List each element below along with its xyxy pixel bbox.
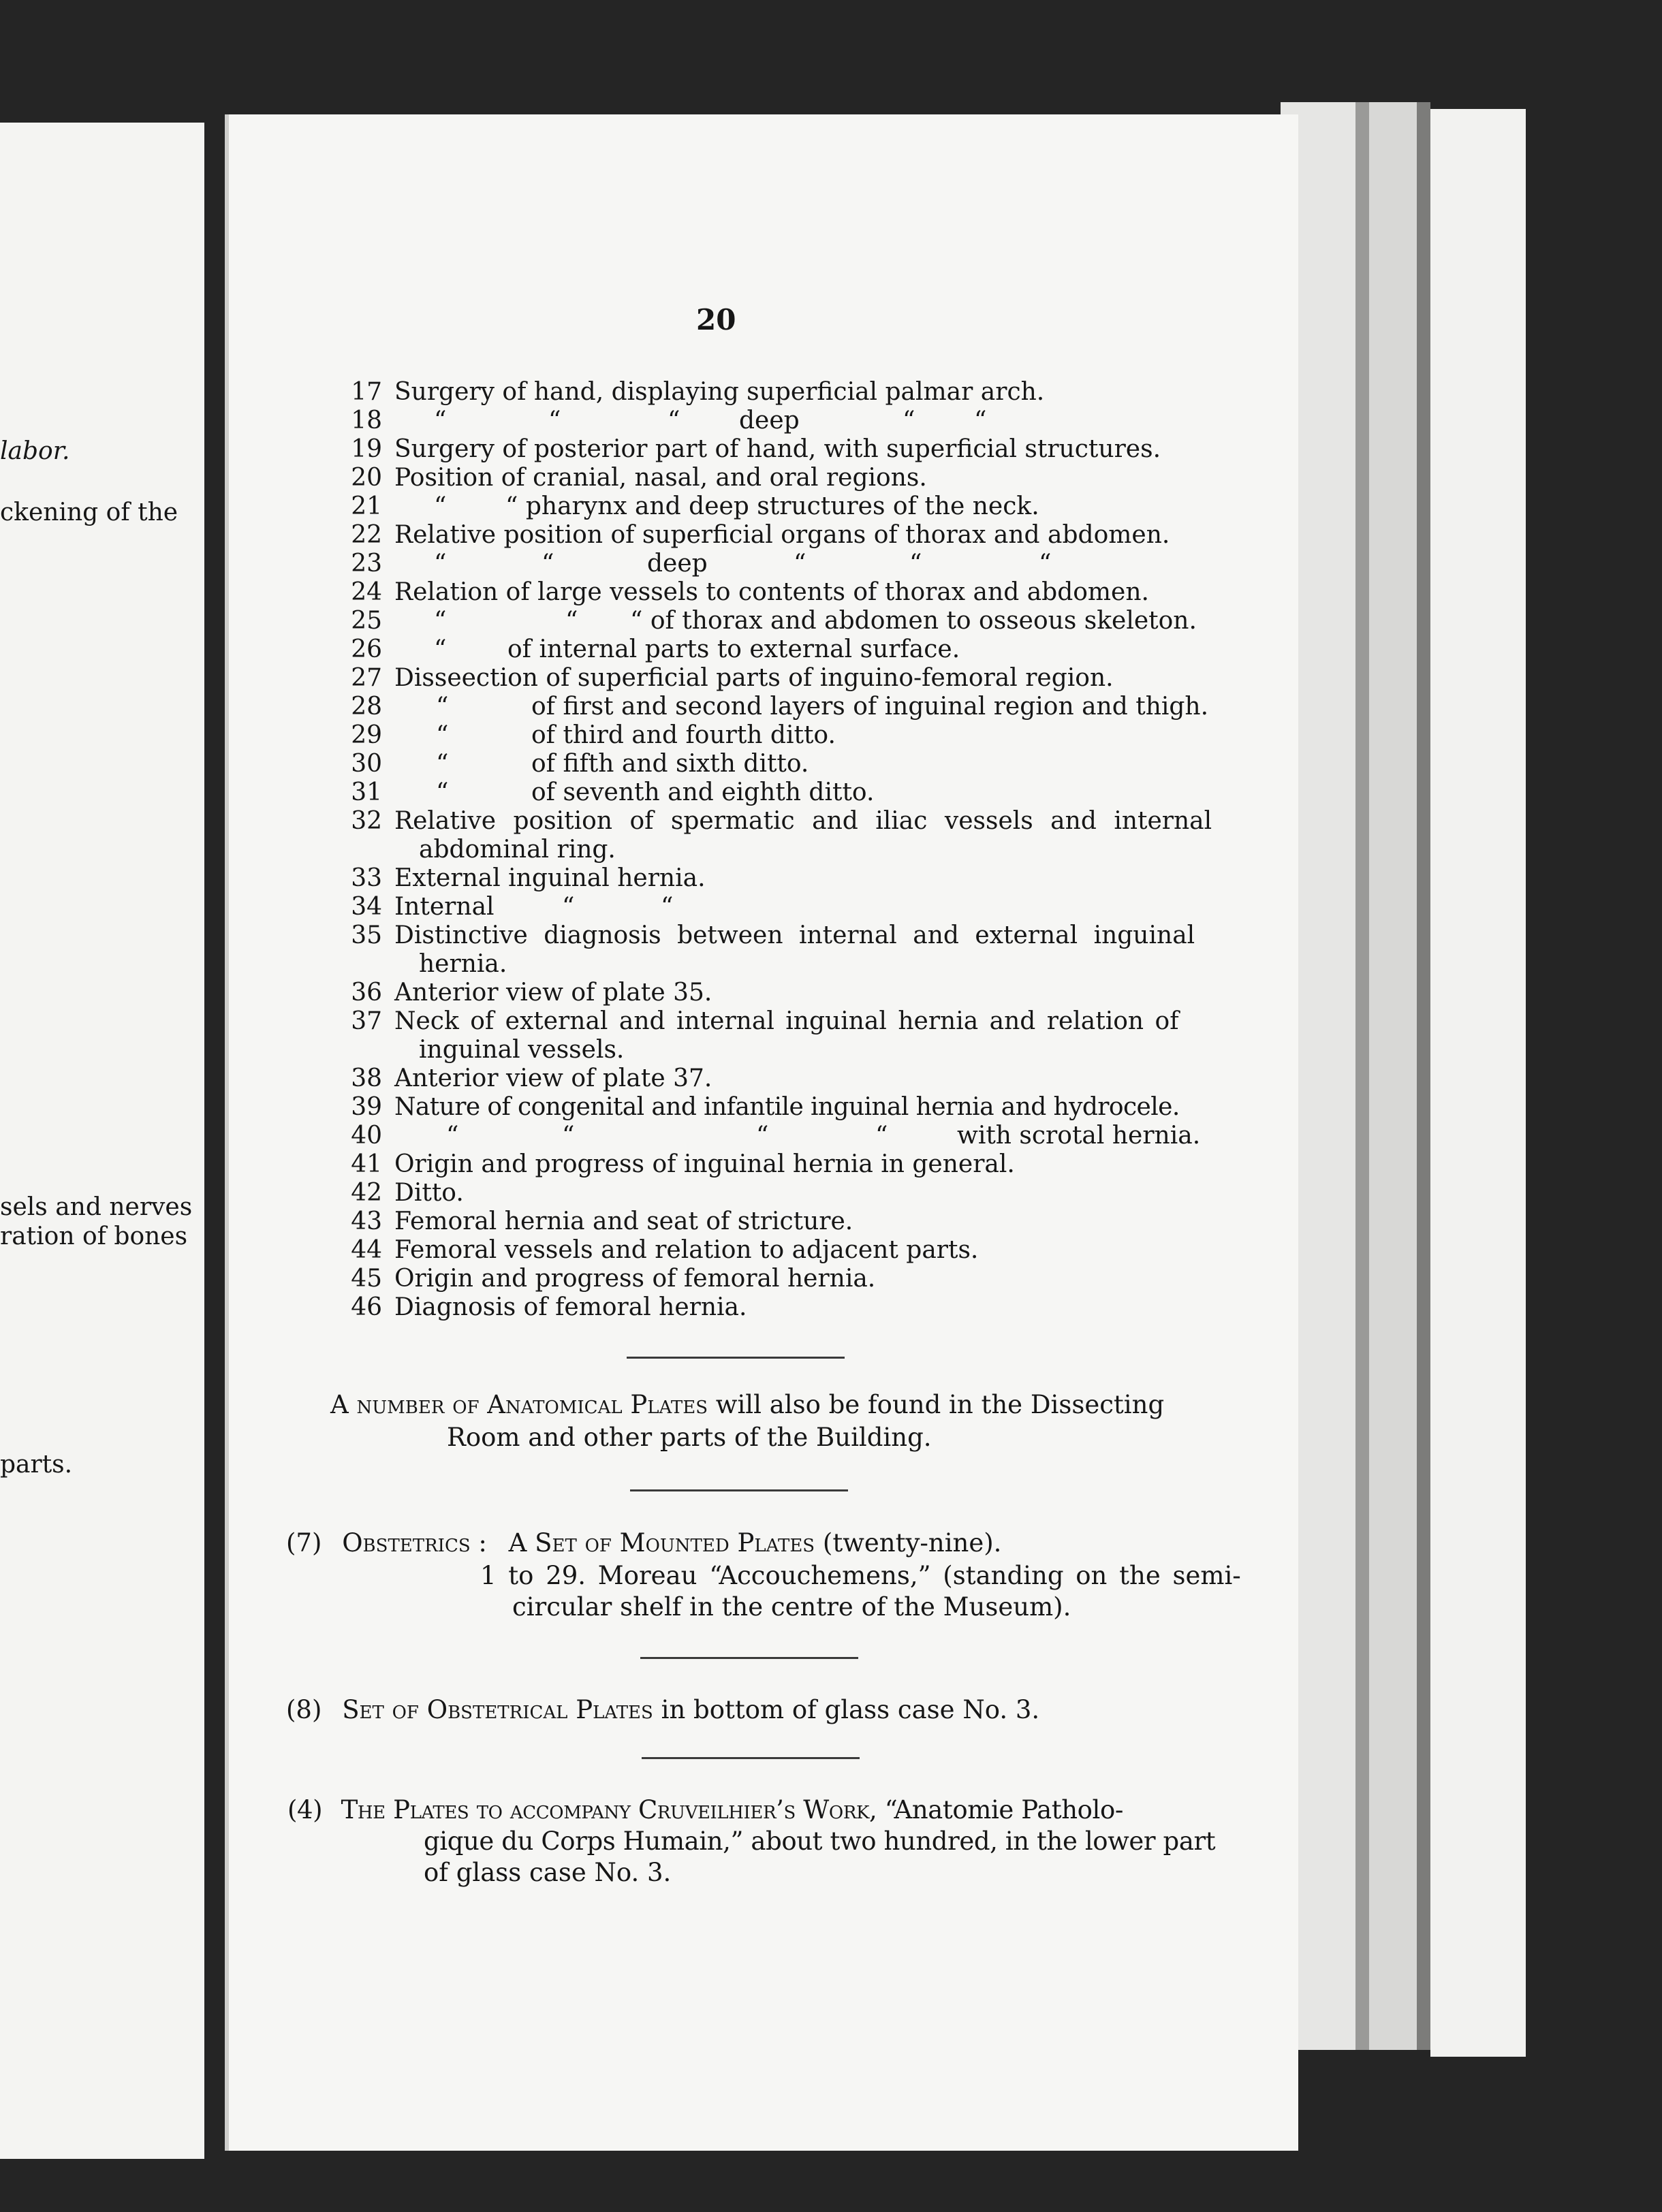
ditto-mark: “ bbox=[446, 1122, 459, 1150]
list-item bbox=[344, 578, 1195, 607]
list-item bbox=[344, 378, 1195, 407]
ditto-mark: “ bbox=[756, 1122, 769, 1150]
section-divider bbox=[642, 1757, 860, 1759]
ditto-mark: “ bbox=[668, 407, 680, 434]
item-number: 24 bbox=[351, 578, 382, 606]
anatomical-plates-note bbox=[330, 1389, 1164, 1420]
list-item-continuation bbox=[344, 950, 1195, 979]
item-text: hernia. bbox=[419, 950, 507, 978]
fragment-text: ckening of the bbox=[0, 499, 178, 526]
item-number: 20 bbox=[351, 464, 382, 492]
item-text: “ pharynx and deep structures of the neck. bbox=[505, 492, 1039, 520]
list-item bbox=[344, 635, 1195, 664]
section-text: circular shelf in the centre of the Museum). bbox=[512, 1592, 1071, 1622]
section-7-heading bbox=[286, 1528, 1001, 1558]
section-text: in bottom of glass case No. 3. bbox=[653, 1695, 1040, 1724]
list-item bbox=[344, 492, 1195, 521]
item-text: of first and second layers of inguinal region and thigh. bbox=[531, 693, 1209, 721]
item-number: 35 bbox=[351, 921, 382, 949]
list-item bbox=[344, 1007, 1195, 1036]
item-number: 33 bbox=[351, 864, 382, 892]
list-item bbox=[344, 1064, 1195, 1093]
item-text: Femoral hernia and seat of stricture. bbox=[394, 1207, 853, 1235]
list-item bbox=[344, 407, 1195, 435]
list-item bbox=[344, 778, 1195, 807]
item-number: 30 bbox=[351, 750, 382, 778]
item-number: 29 bbox=[351, 721, 382, 749]
ditto-mark: “ bbox=[661, 893, 674, 921]
item-text: with scrotal hernia. bbox=[957, 1122, 1201, 1150]
item-text: Position of cranial, nasal, and oral regions. bbox=[394, 464, 927, 492]
item-text: Relative position of spermatic and iliac vessels and internal bbox=[394, 807, 1212, 835]
ditto-mark: “ bbox=[565, 607, 578, 635]
item-number: 22 bbox=[351, 521, 382, 549]
section-divider bbox=[627, 1357, 845, 1359]
ditto-mark: “ bbox=[909, 550, 922, 578]
item-text: Ditto. bbox=[394, 1179, 464, 1207]
item-text: Origin and progress of inguinal hernia in general. bbox=[394, 1150, 1015, 1178]
ditto-mark: “ bbox=[794, 550, 806, 578]
ditto-mark: “ bbox=[436, 721, 449, 749]
item-number: 32 bbox=[351, 807, 382, 835]
list-item bbox=[344, 435, 1195, 464]
item-number: 41 bbox=[351, 1150, 382, 1178]
ditto-mark: “ bbox=[434, 550, 447, 578]
item-number: 46 bbox=[351, 1293, 382, 1321]
fragment-text: sels and nerves bbox=[0, 1193, 193, 1221]
item-number: 28 bbox=[351, 693, 382, 721]
list-item bbox=[344, 750, 1195, 778]
item-number: 37 bbox=[351, 1007, 382, 1035]
list-item bbox=[344, 664, 1195, 693]
ditto-mark: “ bbox=[434, 492, 447, 520]
list-item-continuation bbox=[344, 1036, 1195, 1064]
list-item bbox=[344, 1179, 1195, 1207]
section-divider bbox=[630, 1489, 848, 1491]
ditto-mark: “ bbox=[436, 778, 449, 806]
item-number: 25 bbox=[351, 607, 382, 635]
list-item bbox=[344, 550, 1195, 578]
list-item bbox=[344, 921, 1195, 950]
ditto-mark: “ bbox=[436, 750, 449, 778]
list-item bbox=[344, 979, 1195, 1007]
list-item bbox=[344, 1236, 1195, 1265]
list-item bbox=[344, 721, 1195, 750]
item-number: 43 bbox=[351, 1207, 382, 1235]
item-number: 40 bbox=[351, 1122, 382, 1150]
item-number: 34 bbox=[351, 893, 382, 921]
note-text: will also be found in the Dissecting bbox=[708, 1390, 1165, 1419]
item-text: deep bbox=[739, 407, 800, 434]
item-text: inguinal vessels. bbox=[419, 1036, 625, 1064]
item-text: Anterior view of plate 35. bbox=[394, 979, 712, 1007]
page-edge bbox=[1355, 102, 1369, 2050]
ditto-mark: “ bbox=[875, 1122, 888, 1150]
item-text: Femoral vessels and relation to adjacent parts. bbox=[394, 1236, 979, 1264]
ditto-mark: “ bbox=[562, 1122, 575, 1150]
ditto-mark: “ bbox=[974, 407, 987, 434]
item-text: of fifth and sixth ditto. bbox=[531, 750, 809, 778]
ditto-mark: “ bbox=[562, 893, 575, 921]
item-text: External inguinal hernia. bbox=[394, 864, 706, 892]
item-number: 39 bbox=[351, 1093, 382, 1121]
item-number: 18 bbox=[351, 407, 382, 434]
list-item bbox=[344, 607, 1195, 635]
item-text: Disseection of superficial parts of inguino-femoral region. bbox=[394, 664, 1114, 692]
item-text: of third and fourth ditto. bbox=[531, 721, 836, 749]
ditto-mark: “ bbox=[542, 550, 554, 578]
item-number: 27 bbox=[351, 664, 382, 692]
list-item bbox=[344, 807, 1212, 836]
item-number: 21 bbox=[351, 492, 382, 520]
ditto-mark: “ bbox=[434, 407, 447, 434]
item-text: Origin and progress of femoral hernia. bbox=[394, 1265, 876, 1293]
ditto-mark: “ bbox=[436, 693, 449, 721]
list-item bbox=[344, 893, 1195, 921]
item-text: Distinctive diagnosis between internal and external inguinal bbox=[394, 921, 1195, 949]
item-text: Anterior view of plate 37. bbox=[394, 1064, 712, 1092]
item-text: “ of thorax and abdomen to osseous skeleton. bbox=[630, 607, 1197, 635]
item-number: 36 bbox=[351, 979, 382, 1007]
fragment-text: labor. bbox=[0, 437, 70, 465]
item-text: deep bbox=[647, 550, 708, 578]
ditto-mark: “ bbox=[903, 407, 915, 434]
item-text: Surgery of posterior part of hand, with superficial structures. bbox=[394, 435, 1161, 463]
list-item bbox=[344, 464, 1195, 492]
previous-page-fragment bbox=[0, 123, 204, 2159]
section-title: Set of Obstetrical Plates bbox=[342, 1695, 653, 1724]
list-item bbox=[344, 1265, 1195, 1293]
item-number: 19 bbox=[351, 435, 382, 463]
item-text: Relation of large vessels to contents of thorax and abdomen. bbox=[394, 578, 1149, 606]
item-text: Internal bbox=[394, 893, 495, 921]
page-number: 20 bbox=[696, 303, 736, 336]
note-text: Room and other parts of the Building. bbox=[447, 1423, 932, 1452]
ditto-mark: “ bbox=[548, 407, 561, 434]
item-number: 31 bbox=[351, 778, 382, 806]
item-text: Surgery of hand, displaying superficial palmar arch. bbox=[394, 378, 1045, 406]
ditto-mark: “ bbox=[434, 607, 447, 635]
page-edge bbox=[1369, 102, 1417, 2050]
item-text: Nature of congenital and infantile inguinal hernia and hydrocele. bbox=[394, 1093, 1180, 1121]
item-number: 42 bbox=[351, 1179, 382, 1207]
list-item bbox=[344, 1293, 1195, 1322]
list-item bbox=[344, 693, 1209, 721]
section-4-heading bbox=[287, 1795, 1123, 1825]
page-edge bbox=[1417, 102, 1430, 2050]
section-divider bbox=[640, 1657, 858, 1659]
list-item bbox=[344, 1093, 1195, 1122]
section-text: 1 to 29. Moreau “Accouchemens,” (standing on the semi- bbox=[480, 1561, 1241, 1590]
ditto-mark: “ bbox=[434, 635, 447, 663]
list-item bbox=[344, 1207, 1195, 1236]
section-title: A Set of Mounted Plates bbox=[508, 1528, 815, 1558]
item-text: abdominal ring. bbox=[419, 836, 616, 864]
item-number: 45 bbox=[351, 1265, 382, 1293]
item-number: 26 bbox=[351, 635, 382, 663]
fragment-text: parts. bbox=[0, 1451, 73, 1479]
list-item-continuation bbox=[344, 836, 1195, 864]
section-marker: (7) bbox=[286, 1528, 322, 1558]
item-text: of seventh and eighth ditto. bbox=[531, 778, 875, 806]
page-edge bbox=[1430, 109, 1526, 2057]
section-text: of glass case No. 3. bbox=[424, 1858, 672, 1887]
item-text: Relative position of superficial organs of thorax and abdomen. bbox=[394, 521, 1170, 549]
item-number: 23 bbox=[351, 550, 382, 578]
item-number: 38 bbox=[351, 1064, 382, 1092]
list-item bbox=[344, 864, 1195, 893]
section-title: The Plates to accompany Cruveilhier’s Work, bbox=[341, 1795, 877, 1824]
section-heading: Obstetrics : bbox=[342, 1528, 487, 1558]
item-number: 17 bbox=[351, 378, 382, 406]
note-lead: A number of Anatomical Plates bbox=[330, 1390, 708, 1419]
item-text: Diagnosis of femoral hernia. bbox=[394, 1293, 747, 1321]
fragment-text: ration of bones bbox=[0, 1222, 188, 1250]
item-text: Neck of external and internal inguinal hernia and relation of bbox=[394, 1007, 1179, 1035]
list-item bbox=[344, 1122, 1201, 1150]
list-item bbox=[344, 521, 1195, 550]
ditto-mark: “ bbox=[1039, 550, 1052, 578]
item-text: of internal parts to external surface. bbox=[507, 635, 960, 663]
section-text: “Anatomie Patholo- bbox=[877, 1795, 1123, 1824]
item-number: 44 bbox=[351, 1236, 382, 1264]
plates-list bbox=[344, 378, 1212, 1322]
section-8-heading bbox=[286, 1694, 1039, 1725]
list-item bbox=[344, 1150, 1195, 1179]
section-marker: (8) bbox=[286, 1695, 322, 1724]
section-text: gique du Corps Humain,” about two hundred, in the lower part bbox=[424, 1827, 1216, 1856]
section-marker: (4) bbox=[287, 1795, 323, 1824]
section-text: (twenty-nine). bbox=[815, 1528, 1002, 1558]
